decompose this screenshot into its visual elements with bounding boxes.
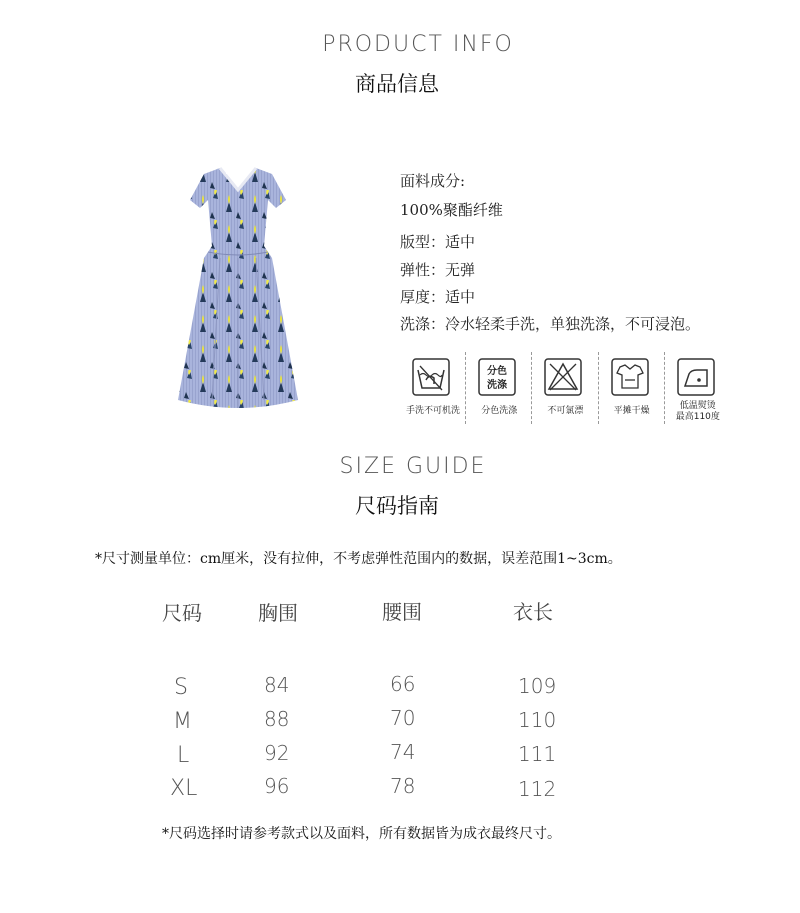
- waist-cell: 78: [390, 774, 416, 798]
- care-item-no-bleach: [532, 352, 598, 424]
- chest-cell: 84: [264, 673, 290, 697]
- fabric-label: 面料成分:: [400, 172, 466, 190]
- low-iron-icon: [677, 358, 715, 396]
- length-cell: 112: [518, 777, 557, 801]
- color-separate-glyph-top: 分色: [487, 366, 508, 377]
- dress-image: [168, 160, 308, 416]
- care-label-low-iron-line2: 最高110度: [675, 412, 720, 422]
- color-separate-glyph-bottom: 洗涤: [487, 380, 508, 391]
- size-cell: L: [177, 743, 190, 768]
- waist-cell: 74: [390, 740, 416, 764]
- flat-dry-icon: [611, 358, 649, 396]
- size-selection-note: *尺码选择时请参考款式以及面料，所有数据皆为成衣最终尺寸。: [162, 826, 561, 842]
- waist-cell: 70: [390, 706, 416, 730]
- thickness-info: 厚度：适中: [400, 288, 476, 306]
- stretch-info: 弹性：无弹: [400, 261, 476, 279]
- size-guide-en-title: SIZE GUIDE: [339, 454, 487, 479]
- care-item-hand-wash: [400, 352, 466, 424]
- size-cell: S: [174, 675, 188, 700]
- care-item-flat-dry: [599, 352, 665, 424]
- length-cell: 111: [518, 742, 557, 766]
- care-icons-row: [400, 352, 730, 424]
- care-item-color-separate: [466, 352, 532, 424]
- care-label-hand-wash: 手洗不可机洗: [405, 406, 460, 416]
- color-separate-icon: [478, 358, 516, 396]
- header-length: 衣长: [513, 600, 553, 624]
- care-label-no-bleach: 不可氯漂: [547, 406, 584, 416]
- no-bleach-icon: [544, 358, 582, 396]
- product-info-cn-title: 商品信息: [355, 72, 439, 96]
- header-chest: 胸围: [258, 601, 298, 625]
- fit-info: 版型：适中: [400, 233, 476, 251]
- care-label-low-iron-line1: 低温熨烫: [679, 401, 716, 411]
- product-info-en-title: PRODUCT INFO: [322, 32, 514, 57]
- measurement-note: *尺寸测量单位：cm厘米，没有拉伸，不考虑弹性范围内的数据，误差范围1~3cm。: [95, 551, 622, 567]
- wash-info: 洗涤：冷水轻柔手洗，单独洗涤，不可浸泡。: [400, 315, 701, 333]
- chest-cell: 92: [264, 741, 290, 765]
- header-waist: 腰围: [382, 600, 422, 624]
- length-cell: 110: [518, 708, 557, 732]
- chest-cell: 88: [264, 707, 290, 731]
- chest-cell: 96: [264, 774, 290, 798]
- fabric-value: 100%聚酯纤维: [400, 201, 503, 219]
- size-cell: XL: [170, 776, 198, 801]
- hand-wash-icon: [412, 358, 450, 396]
- header-size: 尺码: [162, 601, 202, 625]
- care-item-low-iron: [665, 352, 730, 424]
- waist-cell: 66: [390, 672, 416, 696]
- size-guide-cn-title: 尺码指南: [355, 494, 439, 518]
- care-label-color-separate: 分色洗涤: [481, 406, 518, 416]
- length-cell: 109: [518, 674, 557, 698]
- size-cell: M: [173, 709, 192, 734]
- care-label-flat-dry: 平摊干燥: [613, 406, 650, 416]
